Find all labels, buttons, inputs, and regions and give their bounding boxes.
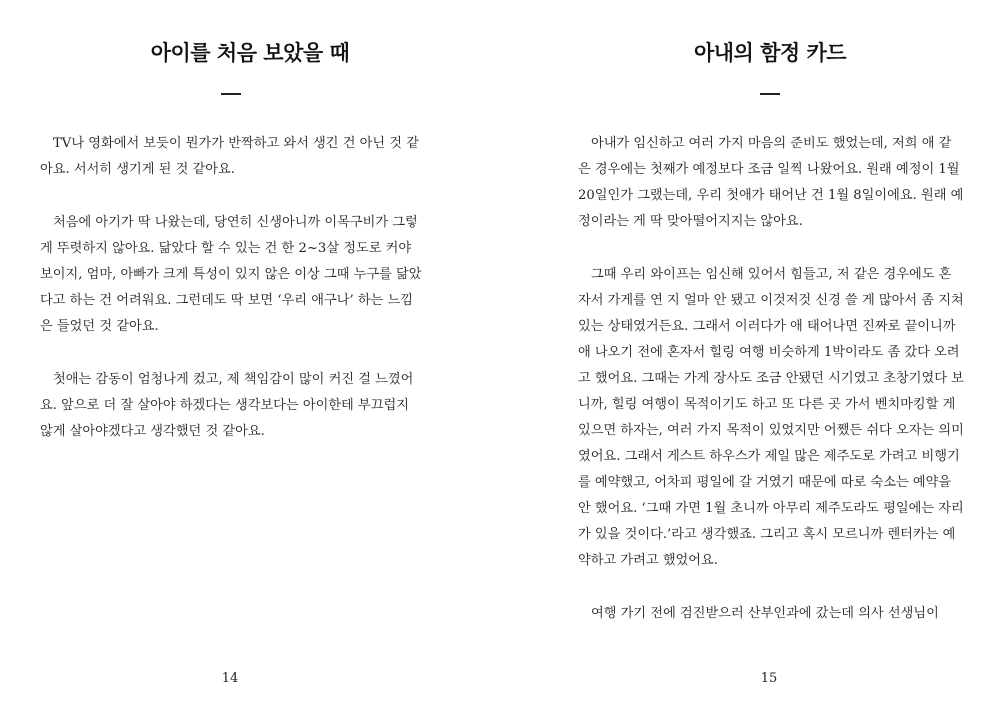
left-paragraph-3: 첫애는 감동이 엄청나게 컸고, 제 책임감이 많이 커진 걸 느꼈어요. 앞으로 더 잘 살아야 하겠다는 생각보다는 아이한테 부끄럽지 않게 살아야겠다고 생각했던 것 같아요.	[40, 372, 414, 439]
left-paragraph-1: TV나 영화에서 보듯이 뭔가가 반짝하고 와서 생긴 건 아닌 것 같아요. 서서히 생기게 된 것 같아요.	[40, 136, 419, 177]
right-paragraph-1: 아내가 임신하고 여러 가지 마음의 준비도 했었는데, 저희 애 같은 경우에는 첫째가 예정보다 조금 일찍 나왔어요. 원래 예정이 1월 20일인가 그랬는데, 우리 첫애가 태어난 건 1월 8일이에요. 원래 예정이라는 게 딱 맞아떨어지지는 않아요.	[578, 136, 964, 229]
left-page-number: 14	[221, 671, 239, 686]
right-paragraph-2: 그때 우리 와이프는 임신해 있어서 힘들고, 저 같은 경우에도 혼자서 가게를 연 지 얼마 안 됐고 이것저것 신경 쓸 게 많아서 좀 지쳐 있는 상태였거든요. 그래서 이러다가 애 태어나면 진짜로 끝이니까 애 나오기 전에 혼자서 힐링 여행 비슷하게 1박이라도 좀 갔다 오려고 했어요. 그때는 가게 장사도 조금 안됐던 시기였고 초창기였다 보니까, 힐링 여행이 목적이기도 하고 또 다른 곳 가서 벤치마킹할 게 있으면 하자는, 여러 가지 목적이 있었지만 어쨌든 쉬다 오자는 의미였어요. 그래서 게스트 하우스가 제일 많은 제주도로 가려고 비행기를 예약했고, 어차피 평일에 갈 거였기 때문에 따로 숙소는 예약을 안 했어요. ‘그때 가면 1월 초니까 아무리 제주도라도 평일에는 자리가 있을 것이다.’라고 생각했죠. 그리고 혹시 모르니까 렌터카는 예약하고 가려고 했었어요.	[578, 267, 964, 568]
left-page-title: 아이를 처음 보았을 때	[150, 41, 350, 65]
left-page-body	[40, 131, 424, 445]
right-page-number: 15	[760, 671, 778, 686]
right-page-body	[578, 131, 964, 627]
right-title-divider	[760, 93, 780, 95]
right-page-title: 아내의 함정 카드	[693, 41, 847, 65]
right-paragraph-3: 여행 가기 전에 검진받으러 산부인과에 갔는데 의사 선생님이	[591, 606, 939, 621]
left-paragraph-2: 처음에 아기가 딱 나왔는데, 당연히 신생아니까 이목구비가 그렇게 뚜렷하지 않아요. 닮았다 할 수 있는 건 한 2~3살 정도로 커야 보이지, 엄마, 아빠가 크게 특성이 있지 않은 이상 그때 누구를 닮았다고 하는 건 어려워요. 그런데도 딱 보면 ‘우리 애구나’ 하는 느낌은 들었던 것 같아요.	[40, 215, 422, 334]
left-title-divider	[221, 93, 241, 95]
